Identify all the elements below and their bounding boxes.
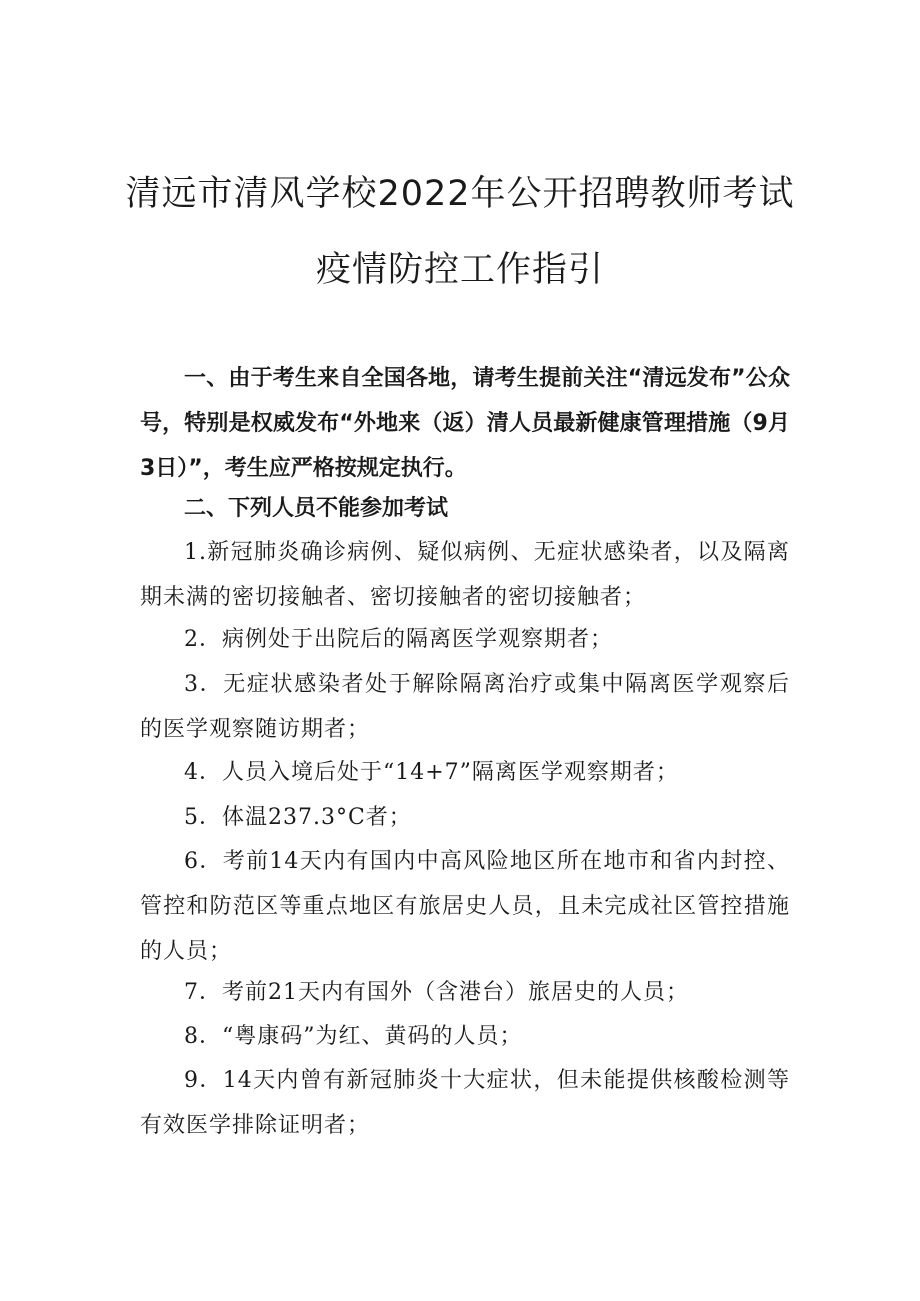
list-item-8: 8．“粤康码”为红、黄码的人员； bbox=[184, 1024, 523, 1049]
list-item-4: 4．人员入境后处于“14+7”隔离医学观察期者； bbox=[184, 760, 679, 785]
list-item-5: 5．体温237.3°C者； bbox=[184, 805, 412, 830]
document-title-line-1: 清远市清风学校2022年公开招聘教师考试 bbox=[125, 174, 795, 214]
list-item-2: 2．病例处于出院后的隔离医学观察期者； bbox=[184, 627, 613, 652]
section-2-heading: 二、下列人员不能参加考试 bbox=[184, 496, 449, 521]
list-item-3: 3．无症状感染者处于解除隔离治疗或集中隔离医学观察后的医学观察随访期者； bbox=[140, 672, 790, 742]
list-item-1: 1.新冠肺炎确诊病例、疑似病例、无症状感染者，以及隔离期未满的密切接触者、密切接触者的密切接触者； bbox=[140, 540, 790, 610]
section-1-paragraph: 一、由于考生来自全国各地，请考生提前关注“清远发布”公众号，特别是权威发布“外地来（返）清人员最新健康管理措施（9月3日）”，考生应严格按规定执行。 bbox=[140, 366, 790, 481]
list-item-9: 9．14天内曾有新冠肺炎十大症状，但未能提供核酸检测等有效医学排除证明者； bbox=[140, 1068, 790, 1138]
document-title-line-2: 疫情防控工作指引 bbox=[315, 250, 604, 290]
list-item-7: 7．考前21天内有国外（含港台）旅居史的人员； bbox=[184, 980, 689, 1005]
list-item-6: 6．考前14天内有国内中高风险地区所在地市和省内封控、管控和防范区等重点地区有旅居史人员，且未完成社区管控措施的人员； bbox=[140, 849, 790, 964]
